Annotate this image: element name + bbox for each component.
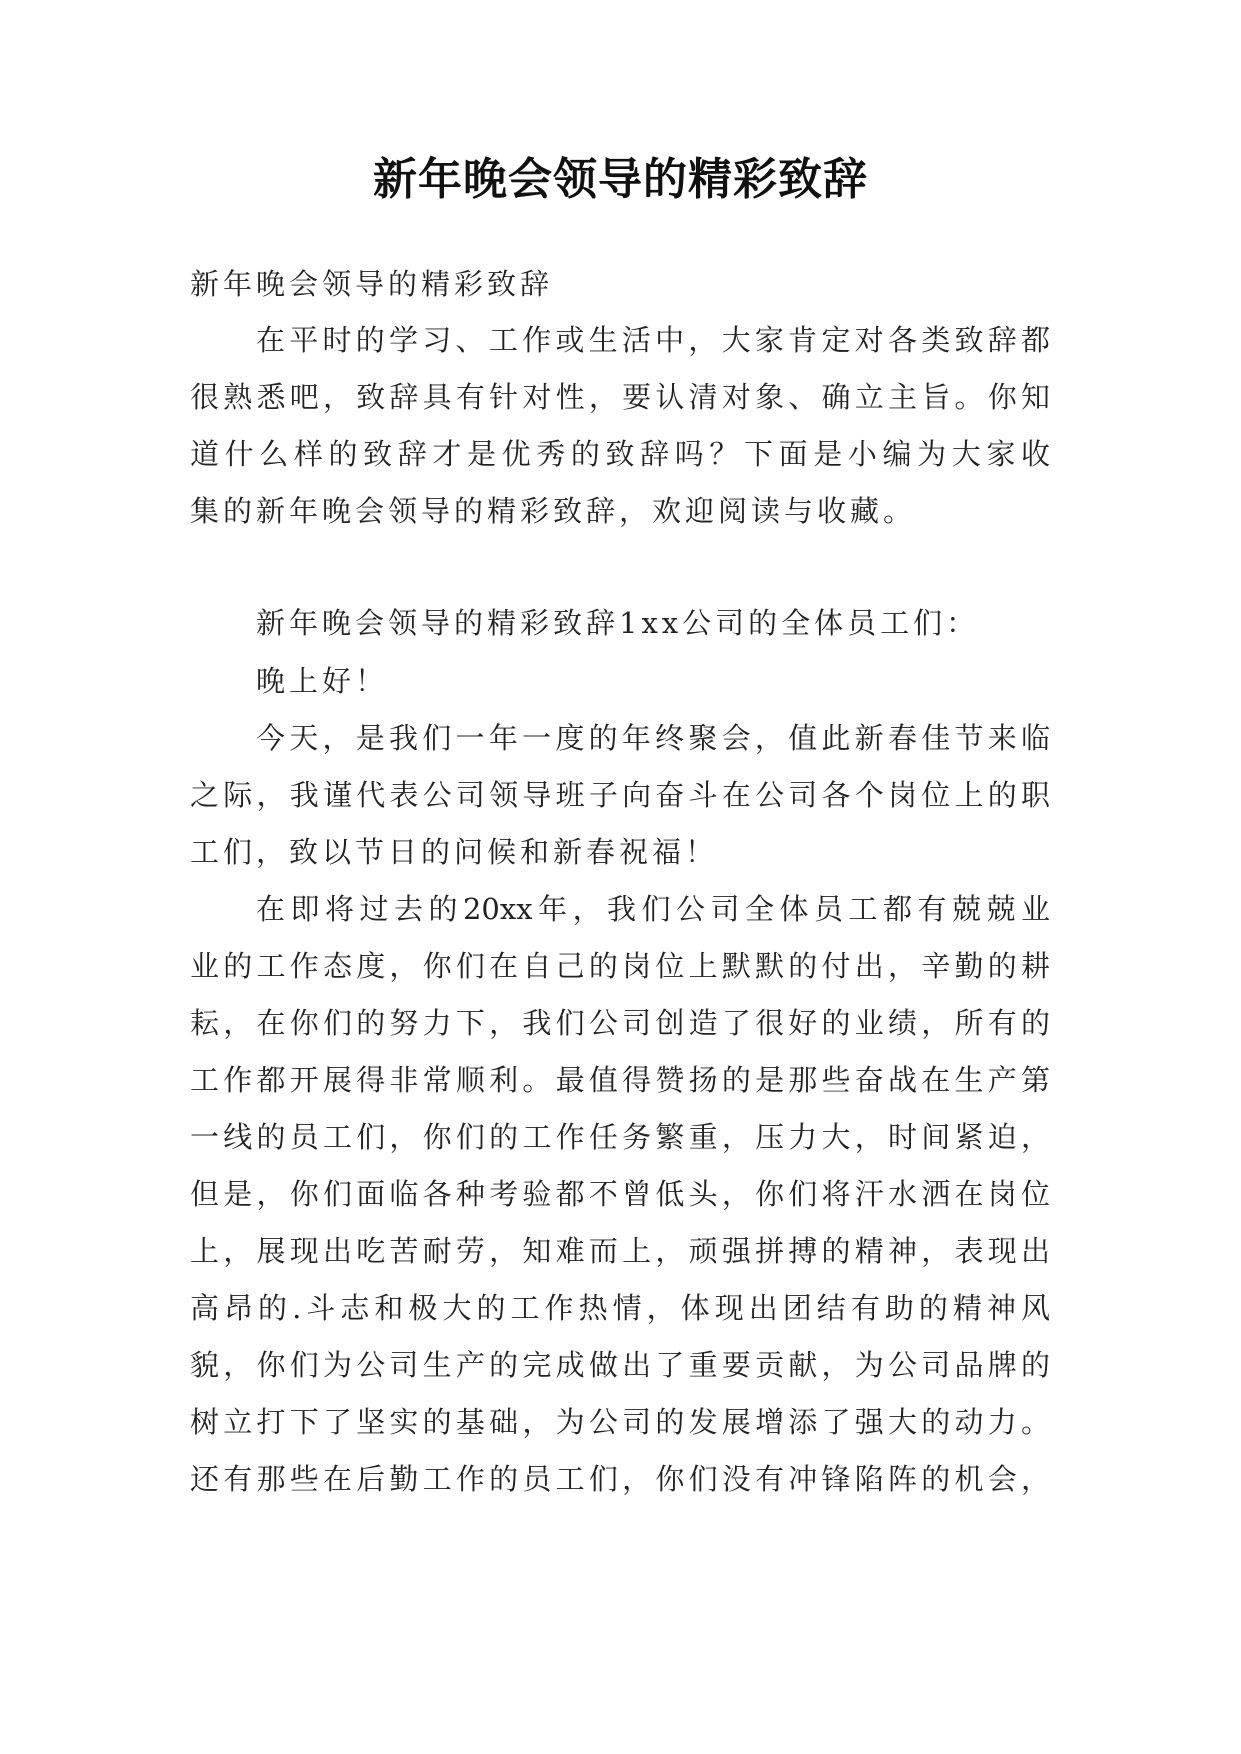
text-line: 树立打下了坚实的基础，为公司的发展增添了强大的动力。 [190,1405,1050,1439]
text-line: 在即将过去的20xx年，我们公司全体员工都有兢兢业 [256,892,1050,926]
text-line: 业的工作态度，你们在自己的岗位上默默的付出，辛勤的耕 [190,949,1050,983]
text-line: 晚上好！ [256,664,389,698]
text-line: 但是，你们面临各种考验都不曾低头，你们将汗水洒在岗位 [190,1177,1050,1211]
text-line: 一线的员工们，你们的工作任务繁重，压力大，时间紧迫， [190,1120,1050,1154]
document-title: 新年晚会领导的精彩致辞 [373,154,868,205]
text-line: 工作都开展得非常顺利。最值得赞扬的是那些奋战在生产第 [190,1063,1050,1097]
text-line: 集的新年晚会领导的精彩致辞，欢迎阅读与收藏。 [190,494,917,528]
text-line: 貌，你们为公司生产的完成做出了重要贡献，为公司品牌的 [190,1348,1050,1382]
text-line: 高昂的.斗志和极大的工作热情，体现出团结有助的精神风 [190,1291,1050,1325]
text-line: 耘，在你们的努力下，我们公司创造了很好的业绩，所有的 [190,1006,1050,1040]
text-line: 道什么样的致辞才是优秀的致辞吗？下面是小编为大家收 [190,437,1050,471]
text-line: 之际，我谨代表公司领导班子向奋斗在公司各个岗位上的职 [190,778,1050,812]
text-line: 工们，致以节日的问候和新春祝福！ [190,835,719,869]
text-line: 上，展现出吃苦耐劳，知难而上，顽强拼搏的精神，表现出 [190,1234,1050,1268]
text-line: 很熟悉吧，致辞具有针对性，要认清对象、确立主旨。你知 [190,380,1050,414]
text-line: 还有那些在后勤工作的员工们，你们没有冲锋陷阵的机会， [190,1462,1050,1496]
text-line: 新年晚会领导的精彩致辞1xx公司的全体员工们： [256,606,980,640]
text-line: 新年晚会领导的精彩致辞 [190,267,554,301]
text-line: 今天，是我们一年一度的年终聚会，值此新春佳节来临 [256,721,1050,755]
text-line: 在平时的学习、工作或生活中，大家肯定对各类致辞都 [256,323,1050,357]
